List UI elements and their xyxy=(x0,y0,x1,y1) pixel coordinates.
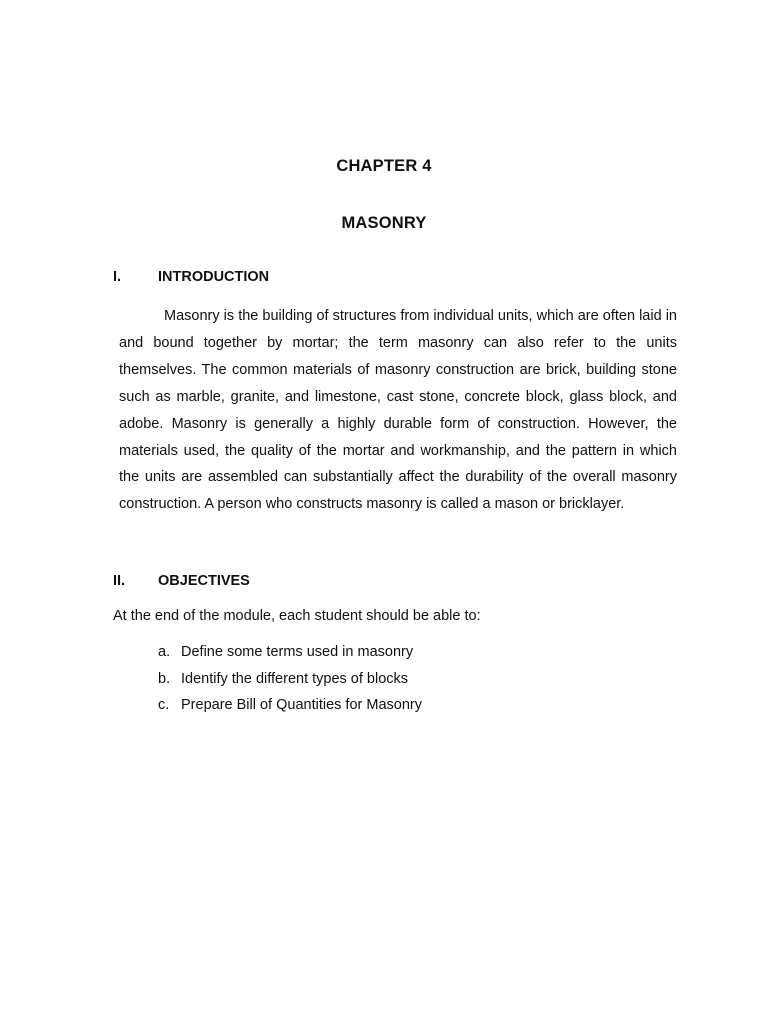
chapter-title: MASONRY xyxy=(341,214,427,232)
list-item-letter: a. xyxy=(158,644,171,660)
objectives-lead-text: At the end of the module, each student should be able to: xyxy=(113,608,481,624)
section-title: INTRODUCTION xyxy=(158,269,270,285)
section-title: OBJECTIVES xyxy=(158,573,250,589)
introduction-paragraph: Masonry is the building of structures from individual units, which are often laid in and bound together by mortar; the term masonry can also refer to the units themselves. The common materials of masonry construction are brick, building stone such as marble, granite, and limestone, cast stone, concrete block, glass block, and adobe. Masonry is generally a highly durable form of construction. However, the materials used, the quality of the mortar and workmanship, and the pattern in which the units are assembled can substantially affect the durability of the overall masonry construction. A person who constructs masonry is called a mason or bricklayer. xyxy=(119,308,677,513)
list-item-letter: c. xyxy=(158,697,170,713)
list-item xyxy=(158,644,422,671)
list-item xyxy=(158,697,422,724)
introduction-heading xyxy=(113,269,269,285)
section-number: II. xyxy=(113,573,126,589)
section-number: I. xyxy=(113,269,122,285)
objectives-list xyxy=(158,644,422,724)
list-item-text: Define some terms used in masonry xyxy=(181,644,414,660)
chapter-label: CHAPTER 4 xyxy=(336,157,432,175)
list-item-text: Prepare Bill of Quantities for Masonry xyxy=(181,697,422,713)
list-item xyxy=(158,671,422,698)
list-item-letter: b. xyxy=(158,670,171,687)
list-item-text: Identify the different types of blocks xyxy=(181,670,409,687)
objectives-heading xyxy=(113,573,250,589)
